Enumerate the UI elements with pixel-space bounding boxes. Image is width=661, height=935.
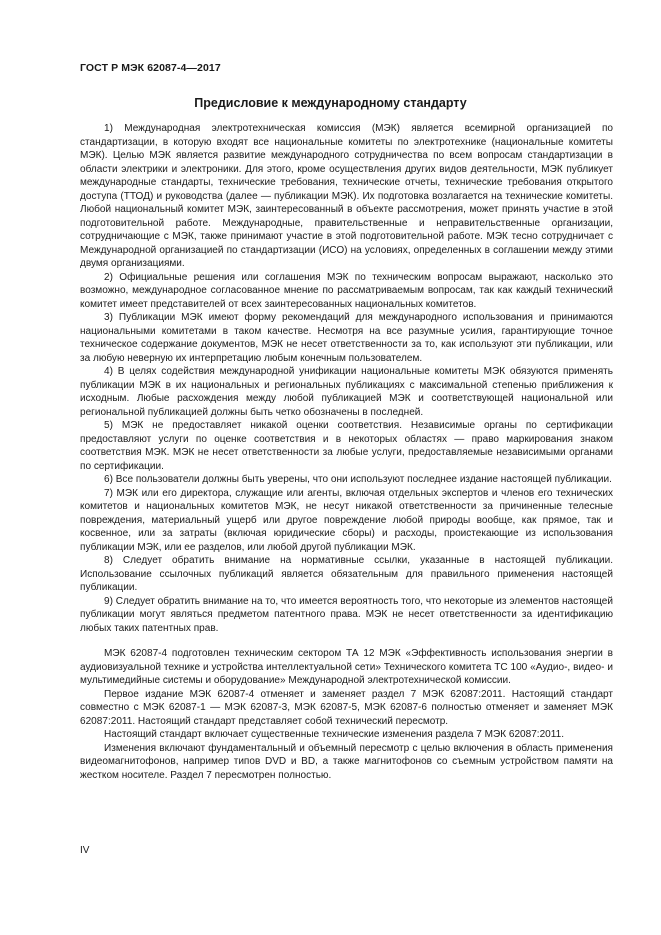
paragraph-5: 5) МЭК не предоставляет никакой оценки соответствия. Независимые органы по сертификации предоставляют услуги по оценке соответствия и в некоторых областях — право маркирования знаком соответствия МЭК. МЭК не несет ответственности за любые услуги, предоставляемые независимыми органами по сертификации.	[80, 420, 613, 472]
paragraph-7: 7) МЭК или его директора, служащие или агенты, включая отдельных экспертов и членов его технических комитетов и национальных комитетов МЭК, не несут никакой ответственности за причиненные телесные повреждения, материальный ущерб или другое повреждение любой природы вообще, как прямое, так и косвенное, или за затраты (включая юридические сборы) и расходы, проистекающие из использования публикации МЭК, или ее разделов, или любой другой публикации МЭК.	[80, 487, 613, 553]
paragraph-8: 8) Следует обратить внимание на нормативные ссылки, указанные в настоящей публикации. Использование ссылочных публикаций является обязательным для правильного применения настоящей публикации.	[80, 555, 613, 593]
paragraph-3: 3) Публикации МЭК имеют форму рекомендаций для международного использования и принимаются национальными комитетами в таком качестве. Несмотря на все разумные усилия, гарантирующие точное техническое содержание документов, МЭК не несет ответственности за то, как используют эти публикации, или за любую неверную их интерпретацию любым конечным пользователем.	[80, 312, 613, 364]
section-title: Предисловие к международному стандарту	[194, 96, 467, 110]
paragraph-6: 6) Все пользователи должны быть уверены, что они используют последнее издание настоящей публикации.	[104, 474, 612, 485]
paragraph-1: 1) Международная электротехническая комиссия (МЭК) является всемирной организацией по стандартизации, в которую входят все национальные комитеты по электротехнике (национальные комитеты МЭК). Целью МЭК является развитие международного сотрудничества по всем вопросам стандартизации в области электрики и электроники. Для этого, кроме осуществления других видов деятельности, МЭК публикует международные стандарты, технические требования, технические отчеты, технические требования открытого доступа (ТТОД) и руководства (далее — публикации МЭК). Их подготовка возлагается на технические комитеты. Любой национальный комитет МЭК, заинтересованный в объекте рассмотрения, может принять участие в этой подготовительной работе. Международные, правительственные и неправительственные организации, сотрудничающие с МЭК, также принимают участие в этой подготовительной работе. МЭК тесно сотрудничает с Международной организацией по стандартизации (ИСО) на условиях, определенных в соглашении между этими двумя организациями.	[80, 123, 613, 269]
note-first-edition: Первое издание МЭК 62087-4 отменяет и заменяет раздел 7 МЭК 62087:2011. Настоящий стандарт совместно с МЭК 62087-1 — МЭК 62087-3, МЭК 62087-5, МЭК 62087-6 полностью отменяет и заменяет МЭК 62087:2011. Настоящий стандарт представляет собой технический пересмотр.	[80, 688, 613, 727]
paragraph-4: 4) В целях содействия международной унификации национальные комитеты МЭК обязуются применять публикации МЭК в их национальных и региональных публикациях с максимальной степенью приближения к исходным. Любые расхождения между любой публикацией МЭК и соответствующей национальной или региональной публикацией должны быть четко обозначены в последней.	[80, 366, 613, 418]
document-header: ГОСТ Р МЭК 62087-4—2017	[80, 62, 221, 74]
paragraph-2: 2) Официальные решения или соглашения МЭК по техническим вопросам выражают, насколько это возможно, международное согласованное мнение по рассматриваемым вопросам, так как каждый технический комитет имеет представителей от всех заинтересованных национальных комитетов.	[80, 271, 613, 310]
note-prepared-by: МЭК 62087-4 подготовлен техническим сектором ТА 12 МЭК «Эффективность использования энергии в аудиовизуальной технике и устройства интеллектуальной сети» Технического комитета ТС 100 «Аудио-, видео- и мультимедийные системы и оборудование» Международной электротехнической комиссии.	[80, 648, 613, 686]
document-body	[80, 122, 613, 782]
paragraph-9: 9) Следует обратить внимание на то, что имеется вероятность того, что некоторые из элементов настоящей публикации могут являться предметом патентного права. МЭК не несет ответственности за идентификацию любых таких патентных прав.	[80, 595, 613, 634]
note-changes-detail: Изменения включают фундаментальный и объемный пересмотр с целью включения в область применения видеомагнитофонов, например типов DVD и BD, а также магнитофонов со съемным устройством памяти на жестком носителе. Раздел 7 пересмотрен полностью.	[80, 742, 613, 781]
note-technical-changes: Настоящий стандарт включает существенные технические изменения раздела 7 МЭК 62087:2011.	[104, 729, 564, 740]
page-number: IV	[80, 845, 90, 856]
